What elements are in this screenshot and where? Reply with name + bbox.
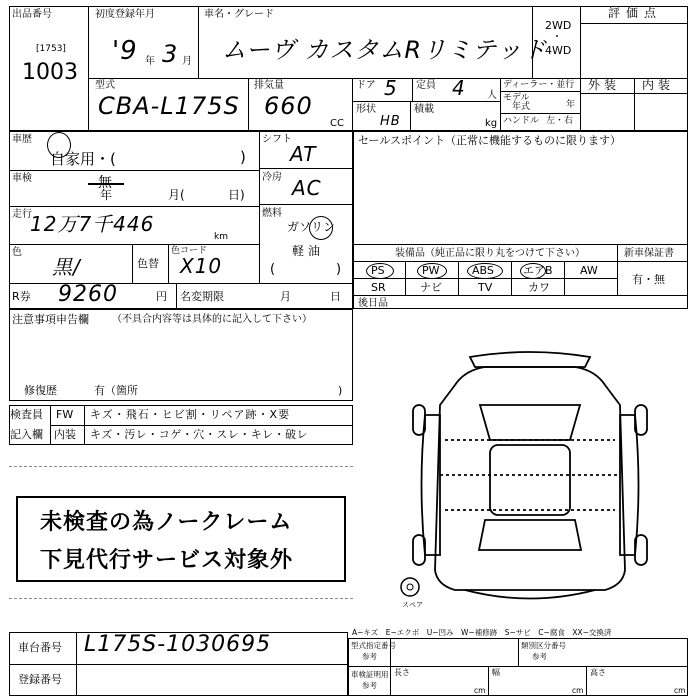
chassis-value: L175S-1030695 <box>84 632 272 657</box>
color-code-label: 色コード <box>171 246 208 256</box>
shift-label: シフト <box>262 134 292 145</box>
class-label: 類別区分番号 <box>521 641 566 650</box>
lot-sub: [1753] <box>36 44 66 54</box>
color-value: 黒/ <box>52 255 81 279</box>
shaken-strike <box>88 183 124 185</box>
drive-2wd: 2WD <box>545 19 572 32</box>
equip-abs: ABS <box>472 264 494 277</box>
divider <box>353 244 688 245</box>
equip-tv: TV <box>478 281 493 294</box>
usage-value: 自家用・( <box>50 150 116 168</box>
shift-value: AT <box>290 142 317 166</box>
mileage-unit: km <box>214 232 228 242</box>
shape-label: 形状 <box>356 104 376 115</box>
divider <box>84 405 85 445</box>
displacement-value: 660 <box>264 92 313 120</box>
lot-label: 出品番号 <box>12 9 52 20</box>
car-diagram <box>385 345 675 610</box>
capacity-unit: 人 <box>487 90 497 101</box>
first-reg-label: 初度登録年月 <box>95 9 155 20</box>
inspector-label2: 記入欄 <box>10 428 43 441</box>
sales-label: セールスポイント（正常に機能するものに限ります） <box>358 134 622 147</box>
ac-value: AC <box>292 176 322 200</box>
equip-leather: カワ <box>528 281 550 294</box>
divider <box>586 666 587 696</box>
model-year-unit: 年 <box>566 100 576 110</box>
first-reg-month: 3 <box>162 40 179 68</box>
divider <box>458 261 459 295</box>
divider <box>511 261 512 295</box>
divider <box>348 666 688 667</box>
displacement-label: 排気量 <box>254 80 284 91</box>
divider <box>518 638 519 666</box>
height-label: 高さ <box>590 668 606 677</box>
mileage-label: 走行 <box>12 209 32 220</box>
divider <box>580 23 688 24</box>
lot-number: 1003 <box>22 60 78 85</box>
drive-4wd: 4WD <box>545 44 572 57</box>
equip-airbag: エアB <box>523 264 553 277</box>
divider <box>500 78 501 131</box>
divider <box>634 78 635 131</box>
model-year-label2: 年式 <box>512 102 531 112</box>
drive-dot: ・ <box>552 32 562 43</box>
repaint-label: 色替 <box>137 257 159 270</box>
caution-sub: （不具合内容等は具体的に記入して下さい） <box>112 314 312 325</box>
displacement-unit: CC <box>330 118 344 129</box>
name-label: 車名・グレード <box>204 9 274 20</box>
divider <box>76 632 77 696</box>
recycle-unit: 円 <box>156 290 167 303</box>
stamp-line2: 下見代行サービス対象外 <box>40 548 294 573</box>
inspector-fw-text: キズ・飛石・ヒビ割・リペア跡・X要 <box>90 408 291 421</box>
divider <box>564 261 565 295</box>
divider <box>352 101 500 102</box>
divider <box>405 261 406 295</box>
equip-ps: PS <box>371 264 385 277</box>
interior-label: 内装 <box>642 78 675 92</box>
divider <box>198 6 199 78</box>
dash-line <box>9 466 353 467</box>
divider <box>176 283 177 309</box>
divider <box>248 78 249 131</box>
usage-label: 車歴 <box>12 134 32 145</box>
name-value: ムーヴ カスタムRリミテッド <box>222 36 548 64</box>
load-unit: kg <box>485 118 498 129</box>
divider <box>132 244 133 283</box>
divider <box>353 295 688 296</box>
divider <box>259 131 260 283</box>
divider <box>50 425 353 426</box>
color-code-value: X10 <box>180 254 223 278</box>
doors-label: ドア <box>356 80 376 91</box>
reg-label: 登録番号 <box>18 673 62 686</box>
shaken-year: 年 <box>100 188 113 202</box>
shaken-value: 無 <box>98 175 112 191</box>
load-label: 積載 <box>414 104 434 115</box>
shape-value: HB <box>380 114 401 129</box>
equip-ps-circle <box>366 263 394 279</box>
divider <box>88 6 89 131</box>
model-year-label: モデル <box>503 93 530 103</box>
divider <box>352 78 353 131</box>
repair-close: ) <box>338 384 343 397</box>
name-change-month: 月 <box>280 290 291 303</box>
divider <box>410 101 411 131</box>
divider <box>9 244 259 245</box>
first-reg-unit-year: 年 <box>145 56 155 67</box>
divider <box>50 405 51 445</box>
equip-sr: SR <box>371 281 386 294</box>
divider <box>168 244 169 283</box>
recycle-value: 9260 <box>58 282 118 307</box>
divider <box>9 170 259 171</box>
score-label: 評価点 <box>608 6 663 20</box>
cm-width: cm <box>572 686 584 695</box>
model-spec-sub: 参考 <box>362 652 377 661</box>
cert-sub: 参考 <box>362 681 377 690</box>
capacity-label: 定員 <box>416 80 436 91</box>
cert-label: 車検証明用 <box>351 670 389 679</box>
caution-label: 注意事項申告欄 <box>12 313 89 326</box>
spare-label: スペア <box>402 601 423 609</box>
fuel-value: ガソリン <box>287 220 336 234</box>
exterior-label: 外装 <box>588 78 621 92</box>
shaken-label: 車検 <box>12 173 32 184</box>
dealer-label: ディーラー・並行 <box>503 80 575 90</box>
equip-aw: AW <box>580 264 598 277</box>
equip-pw: PW <box>422 264 440 277</box>
stamp-line1: 未検査の為ノークレーム <box>40 510 293 535</box>
capacity-value: 4 <box>452 76 466 100</box>
damage-legend: A−キズ E−エクボ U−凹み W−補修跡 S−サビ C−腐食 XX−交換済 <box>352 628 612 637</box>
divider <box>259 168 353 169</box>
handle-value: 左・右 <box>546 116 574 126</box>
divider <box>500 113 580 114</box>
inspector-in: 内装 <box>54 428 76 441</box>
equipment-label: 装備品（純正品に限り丸をつけて下さい） <box>395 248 585 259</box>
later-label: 後日品 <box>358 298 388 309</box>
inspector-label1: 検査員 <box>10 408 43 421</box>
model-label: 型式 <box>95 80 115 91</box>
class-sub: 参考 <box>532 652 547 661</box>
divider <box>259 204 353 205</box>
fuel-label: 燃料 <box>262 208 282 219</box>
cm-length: cm <box>474 686 486 695</box>
warranty-label: 新車保証書 <box>624 248 674 259</box>
name-change-label: 名変期限 <box>180 290 224 303</box>
first-reg-year: '9 <box>112 36 138 66</box>
ac-label: 冷房 <box>262 172 282 183</box>
model-value: CBA-L175S <box>98 92 240 120</box>
handle-label: ハンドル <box>503 116 540 126</box>
first-reg-unit-month: 月 <box>182 56 192 67</box>
fuel-circle <box>309 216 333 240</box>
equip-abs-circle <box>467 263 503 279</box>
usage-close: ) <box>240 148 246 166</box>
divider <box>353 261 688 262</box>
dash-line <box>9 598 353 599</box>
divider <box>412 78 413 101</box>
color-label: 色 <box>12 247 22 258</box>
fuel-alt: 軽油 <box>292 244 325 258</box>
divider <box>9 664 348 665</box>
equip-pw-circle <box>417 263 447 279</box>
divider <box>500 91 580 92</box>
model-spec-label: 型式指定番号 <box>351 641 396 650</box>
length-label: 長さ <box>394 668 410 677</box>
divider <box>617 244 618 295</box>
cm-height: cm <box>674 686 686 695</box>
fuel-paren-open: ( <box>270 262 276 277</box>
recycle-label: R券 <box>12 290 31 303</box>
divider <box>488 666 489 696</box>
inspector-in-text: キズ・汚レ・コゲ・穴・スレ・キレ・破レ <box>90 428 309 441</box>
repair-label: 修復歴 <box>24 384 57 397</box>
doors-value: 5 <box>384 76 398 100</box>
width-label: 幅 <box>492 668 500 677</box>
name-change-day: 日 <box>330 290 341 303</box>
inspector-fw: FW <box>56 408 74 421</box>
divider <box>9 206 259 207</box>
equip-navi: ナビ <box>420 281 442 294</box>
fuel-paren-close: ) <box>336 262 342 277</box>
chassis-label: 車台番号 <box>18 641 62 654</box>
mileage-value: 12万7千446 <box>30 212 155 236</box>
shaken-month: 月( <box>168 188 185 202</box>
equip-airbag-circle <box>520 263 546 279</box>
warranty-value: 有・無 <box>632 273 665 286</box>
shaken-day: 日) <box>228 188 245 202</box>
divider <box>580 6 581 131</box>
repair-value: 有（箇所 <box>94 384 138 397</box>
